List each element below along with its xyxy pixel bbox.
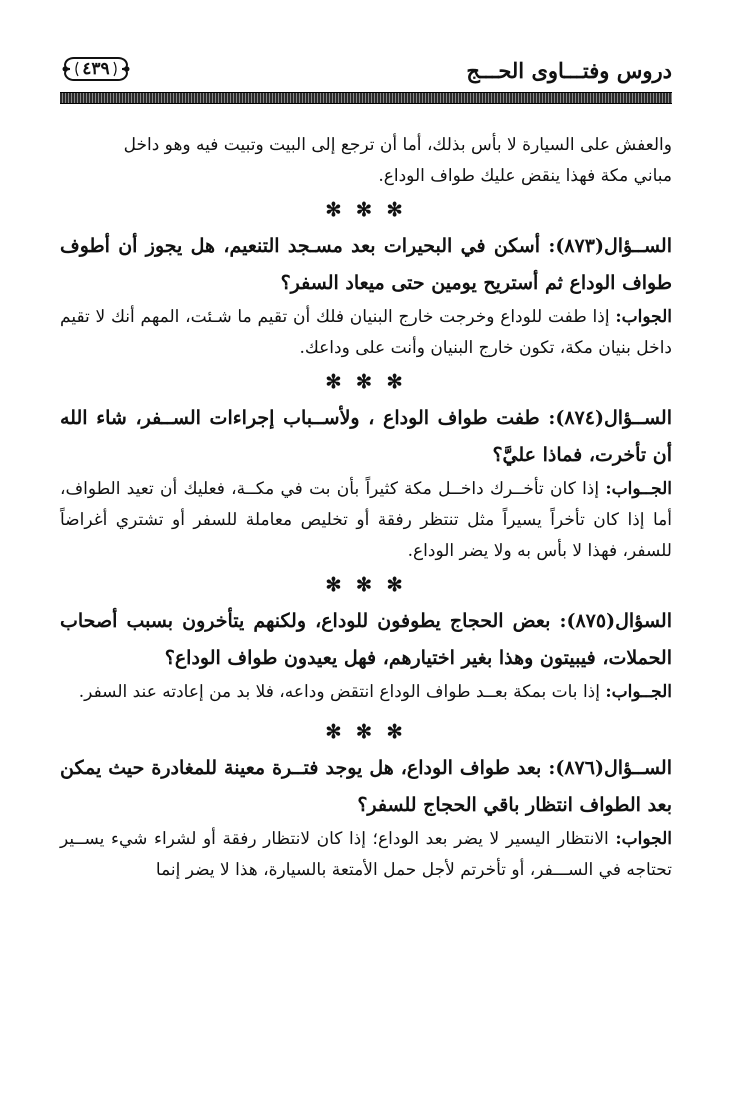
question-paragraph: [60, 228, 672, 302]
question-number: السؤال(٨٧٥):: [559, 610, 672, 632]
page-body: [60, 130, 672, 886]
answer-text: إذا كان تأخــرك داخــل مكة كثيراً بأن بت في مكــة، فعليك أن تعيد الطواف، أما إذا كان تأخراً يسيراً مثل تنتظر رفقة أو تخليص معاملة للسفر أو تشتري أغراضاً للسفر، فهذا لا بأس به ولا يضر الوداع.: [60, 479, 672, 561]
question-text: بعض الحجاج يطوفون للوداع، ولكنهم يتأخرون بسبب أصحاب الحملات، فيبيتون وهذا بغير اختيارهم، فهل يعيدون طواف الوداع؟: [60, 610, 672, 669]
question-paragraph: [60, 750, 672, 824]
question-text: طفت طواف الوداع ، ولأســباب إجراءات الســفر، شاء الله أن تأخرت، فماذا عليَّ؟: [60, 407, 672, 466]
header-rule: [60, 92, 672, 104]
answer-text: إذا بات بمكة بعــد طواف الوداع انتقض وداعه، فلا بد من إعادته عند السفر.: [78, 682, 606, 702]
question-text: أسكن في البحيرات بعد مسـجد التنعيم، هل يجوز أن أطوف طواف الوداع ثم أستريح يومين حتى ميعاد السفر؟: [60, 235, 672, 294]
page-number-ornament: [60, 54, 132, 84]
answer-label: الجــواب:: [605, 682, 672, 702]
opening-line: والعفش على السيارة لا بأس بذلك، أما أن ترجع إلى البيت وتبيت فيه وهو داخل: [123, 135, 672, 155]
answer-paragraph: [60, 824, 672, 886]
answer-label: الجــواب:: [605, 479, 672, 499]
running-title: دروس وفتـــاوى الحـــج: [466, 58, 672, 83]
section-separator: ✻ ✻ ✻: [325, 721, 407, 743]
answer-paragraph: [60, 677, 672, 708]
question-text: بعد طواف الوداع، هل يوجد فتــرة معينة للمغادرة حيث يمكن بعد الطواف انتظار باقي الحجاج للسفر؟: [60, 757, 672, 816]
answer-paragraph: [60, 302, 672, 364]
answer-paragraph: [60, 474, 672, 567]
question-number: الســؤال(٨٧٣):: [548, 235, 672, 257]
section-separator: ✻ ✻ ✻: [325, 574, 407, 596]
answer-text: إذا طفت للوداع وخرجت خارج البنيان فلك أن تقيم ما شـئت، المهم أنك لا تقيم داخل بنيان مكة، تكون خارج البنيان وأنت على وداعك.: [60, 307, 672, 358]
section-separator: ✻ ✻ ✻: [325, 199, 407, 221]
opening-line: مباني مكة فهذا ينقض عليك طواف الوداع.: [378, 166, 672, 186]
answer-label: الجواب:: [615, 829, 672, 849]
question-number: الســؤال(٨٧٦):: [548, 757, 672, 779]
answer-text: الانتظار اليسير لا يضر بعد الوداع؛ إذا كان لانتظار رفقة أو لشراء شيء يســير تحتاجه في الســـفر، أو تأخرتم لأجل حمل الأمتعة بالسيارة، هذا لا يضر إنما: [60, 829, 672, 880]
answer-label: الجواب:: [615, 307, 672, 327]
question-paragraph: [60, 603, 672, 677]
page-header: [60, 58, 672, 88]
page-number: ٤٣٩: [82, 59, 110, 79]
question-number: الســؤال(٨٧٤):: [548, 407, 672, 429]
question-paragraph: [60, 400, 672, 474]
opening-paragraph: [60, 130, 672, 192]
section-separator: ✻ ✻ ✻: [325, 371, 407, 393]
